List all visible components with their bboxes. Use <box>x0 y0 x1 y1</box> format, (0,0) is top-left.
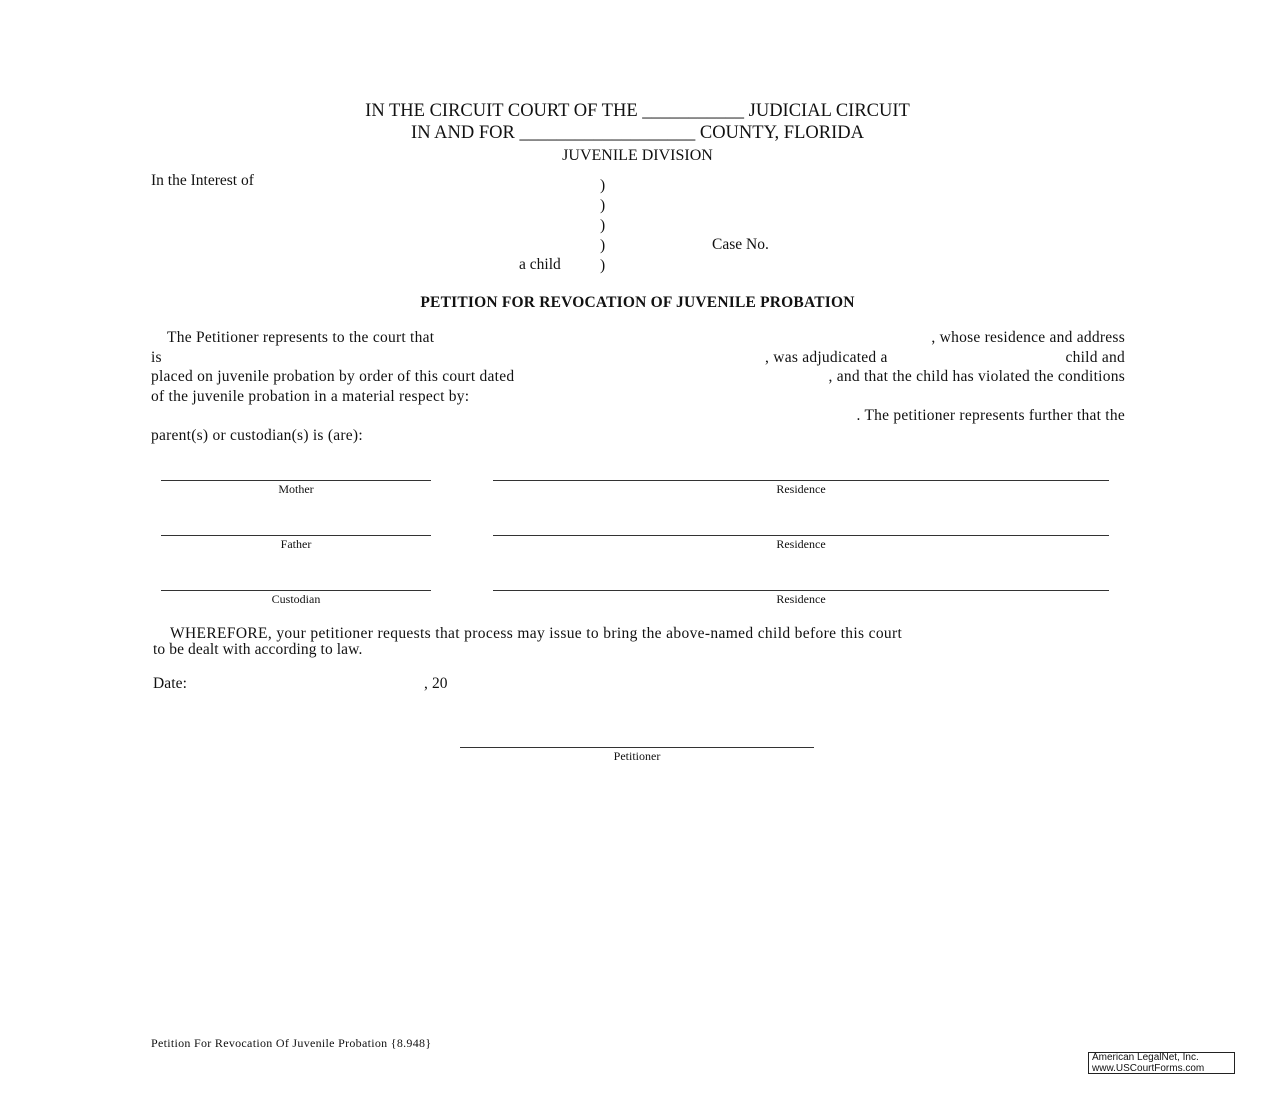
body-line2-mid: , was adjudicated a <box>765 349 888 366</box>
date-year-prefix: , 20 <box>424 675 448 692</box>
mother-residence-line[interactable] <box>493 480 1109 481</box>
date-label: Date: <box>153 675 188 692</box>
a-child-label: a child <box>519 256 561 273</box>
custodian-residence-line[interactable] <box>493 590 1109 591</box>
petitioner-signature-line[interactable] <box>460 747 814 748</box>
document-title: PETITION FOR REVOCATION OF JUVENILE PROBATION <box>420 294 855 311</box>
body-line1-right: , whose residence and address <box>931 329 1125 346</box>
caption-paren: ) <box>600 257 606 274</box>
custodian-name-line[interactable] <box>161 590 431 591</box>
body-line3-left: placed on juvenile probation by order of this court dated <box>151 368 515 385</box>
father-residence-line[interactable] <box>493 535 1109 536</box>
caption-paren: ) <box>600 177 606 194</box>
caption-paren: ) <box>600 217 606 234</box>
body-line2-right: child and <box>1065 349 1125 366</box>
body-line4-left: of the juvenile probation in a material respect by: <box>151 388 470 405</box>
court-header-division: JUVENILE DIVISION <box>562 147 713 164</box>
wherefore-line1: WHEREFORE, your petitioner requests that process may issue to bring the above-named child before this court <box>170 625 903 642</box>
publisher-url: www.USCourtForms.com <box>1092 1062 1205 1074</box>
body-line2-left: is <box>151 349 162 366</box>
father-label: Father <box>280 537 312 551</box>
caption-paren: ) <box>600 237 606 254</box>
in-interest-of-label: In the Interest of <box>151 172 254 189</box>
body-line5-right: . The petitioner represents further that the <box>856 407 1125 424</box>
publisher-name: American LegalNet, Inc. <box>1092 1052 1199 1063</box>
case-no-label: Case No. <box>712 236 769 253</box>
father-residence-label: Residence <box>776 537 826 551</box>
body-line6-left: parent(s) or custodian(s) is (are): <box>151 427 363 444</box>
wherefore-line2: to be dealt with according to law. <box>153 641 363 658</box>
petitioner-label: Petitioner <box>613 749 661 763</box>
body-line3-right: , and that the child has violated the conditions <box>828 368 1125 385</box>
custodian-residence-label: Residence <box>776 592 826 606</box>
mother-residence-label: Residence <box>776 482 826 496</box>
court-header-line1: IN THE CIRCUIT COURT OF THE ___________ JUDICIAL CIRCUIT <box>365 101 910 121</box>
form-footer-title: Petition For Revocation Of Juvenile Probation {8.948} <box>151 1036 432 1050</box>
custodian-label: Custodian <box>271 592 321 606</box>
publisher-stamp <box>1088 1052 1235 1074</box>
caption-paren: ) <box>600 197 606 214</box>
body-line1-left: The Petitioner represents to the court that <box>167 329 435 346</box>
father-name-line[interactable] <box>161 535 431 536</box>
court-header-line2: IN AND FOR ___________________ COUNTY, FLORIDA <box>411 123 864 143</box>
mother-name-line[interactable] <box>161 480 431 481</box>
mother-label: Mother <box>278 482 314 496</box>
